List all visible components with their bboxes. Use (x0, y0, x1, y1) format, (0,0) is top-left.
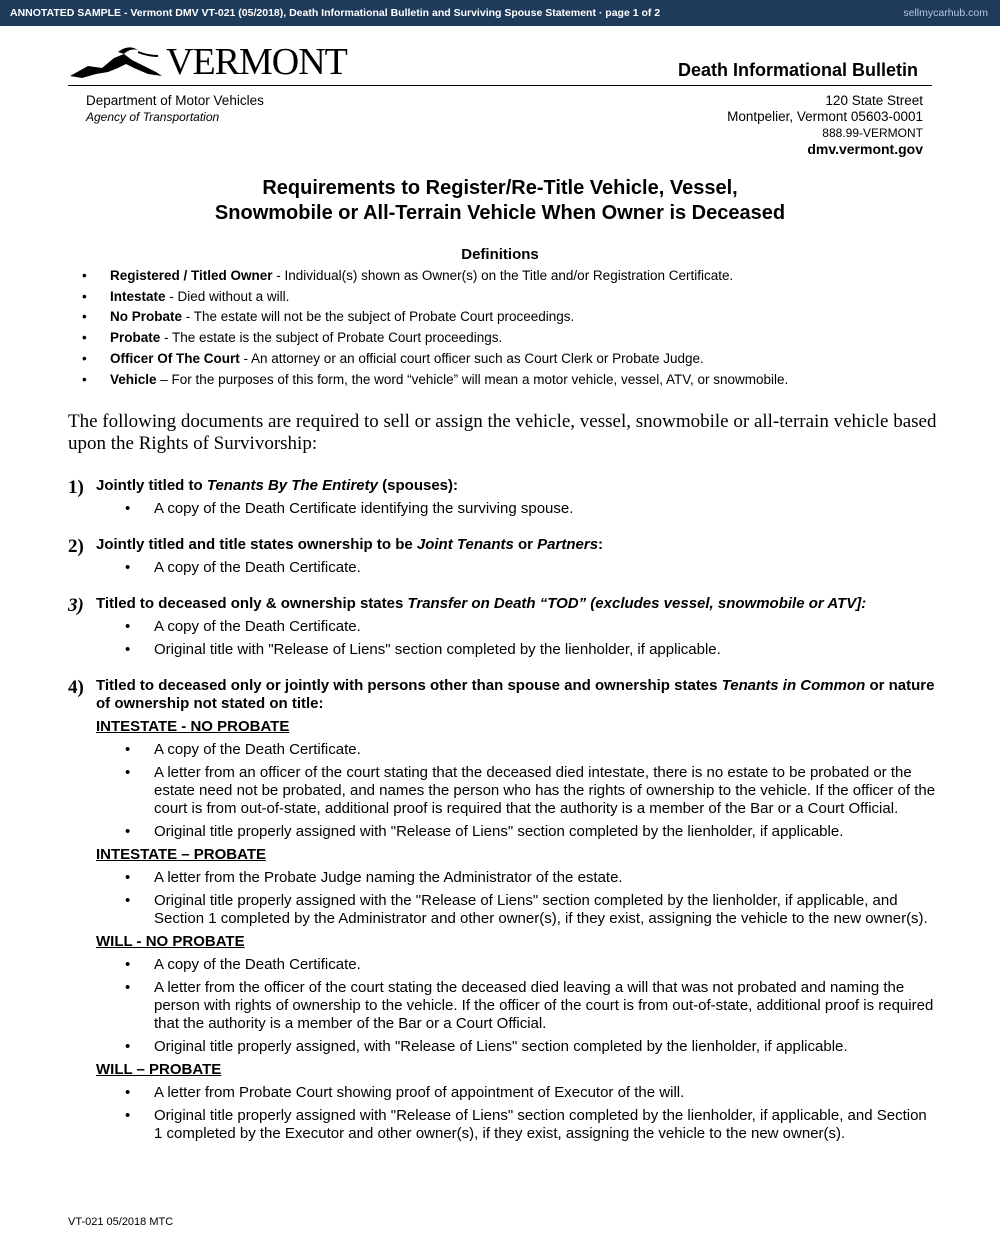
requirement-list (68, 559, 938, 577)
bullet-icon: • (125, 764, 131, 781)
bullet-icon: • (82, 371, 87, 387)
definitions-heading: Definitions (461, 246, 539, 263)
requirement-text: A copy of the Death Certificate. (154, 559, 361, 576)
page-title (100, 176, 900, 226)
bullet-icon: • (125, 892, 131, 909)
requirement-item (68, 764, 938, 818)
subsection-title: INTESTATE - NO PROBATE (96, 718, 290, 735)
section-number: 1) (68, 477, 84, 498)
bullet-icon: • (125, 559, 131, 576)
requirement-list (68, 1084, 938, 1143)
requirement-list (68, 956, 938, 1056)
definition-term: Intestate (110, 288, 166, 304)
section-heading (96, 536, 938, 554)
heading-text: Jointly titled and title states ownership to be (96, 536, 417, 553)
heading-text: or (513, 536, 538, 553)
definition-item (82, 370, 922, 391)
requirement-list (68, 618, 938, 659)
definition-term: Officer Of The Court (110, 350, 240, 366)
definition-term: Registered / Titled Owner (110, 268, 273, 283)
bullet-icon: • (82, 350, 87, 366)
section-heading (96, 477, 938, 495)
requirement-item (68, 956, 938, 974)
street-address: 120 State Street (825, 93, 923, 108)
heading-emphasis: Tenants in Common (721, 677, 866, 694)
top-banner (0, 0, 1000, 26)
bullet-icon: • (125, 618, 131, 635)
title-line-2: Snowmobile or All-Terrain Vehicle When Owner is Deceased (214, 202, 786, 224)
definition-text: - Individual(s) shown as Owner(s) on the Title and/or Registration Certificate. (272, 268, 734, 283)
requirement-list (68, 741, 938, 841)
definition-item (82, 307, 922, 328)
banner-site-link[interactable]: sellmycarhub.com (903, 7, 988, 19)
definition-text: - The estate is the subject of Probate Court proceedings. (160, 330, 503, 346)
section-1 (68, 477, 938, 518)
bullet-icon: • (82, 288, 87, 304)
bullet-icon: • (125, 979, 131, 996)
bullet-icon: • (125, 1107, 131, 1124)
requirement-list (68, 869, 938, 928)
section-number: 4) (68, 677, 84, 698)
definition-text: - Died without a will. (165, 288, 290, 304)
heading-text: or nature of ownership not stated on title: (96, 677, 935, 712)
logo-wordmark: VERMONT (166, 41, 347, 83)
section-4 (68, 677, 938, 1143)
department-block (86, 93, 264, 125)
section-number: 2) (68, 536, 84, 557)
requirement-text: A letter from Probate Court showing proof of appointment of Executor of the will. (154, 1084, 685, 1101)
website: dmv.vermont.gov (807, 141, 923, 157)
requirement-text: A letter from the Probate Judge naming the Administrator of the estate. (154, 869, 623, 886)
section-number: 3) (68, 595, 84, 616)
subsection-title: WILL - NO PROBATE (96, 933, 245, 950)
definition-item (82, 287, 922, 308)
bullet-icon: • (125, 1038, 131, 1055)
requirement-text: Original title properly assigned, with "Release of Liens" section completed by the lienholder, if applicable. (154, 1038, 848, 1055)
requirement-item (68, 892, 938, 928)
bullet-icon: • (125, 500, 131, 517)
requirement-text: A letter from an officer of the court stating that the deceased died intestate, there is no estate to be probated or the estate need not be probated, and names the person who has the rights of ownership to the vehicle. If the officer of the court is from out-of-state, additional proof is required that the authority is a member of the Bar or a Court Official. (154, 764, 936, 817)
definition-item (82, 349, 922, 370)
heading-text: (spouses): (378, 477, 459, 494)
requirement-list (68, 500, 938, 518)
requirement-text: Original title properly assigned with the "Release of Liens" section completed by the lienholder, if applicable, and Section 1 completed by the Administrator and other owner(s), if they exist, assigning the vehicle to the new owner(s). (154, 892, 928, 927)
definition-term: Probate (110, 330, 161, 346)
bullet-icon: • (125, 641, 131, 658)
requirement-text: A copy of the Death Certificate. (154, 618, 361, 635)
definitions-list (82, 266, 922, 390)
definition-text: - An attorney or an official court officer such as Court Clerk or Probate Judge. (239, 350, 704, 366)
agency-name: Agency of Transportation (86, 110, 220, 124)
requirement-item (68, 641, 938, 659)
definition-term: Vehicle (110, 371, 157, 387)
document-title: Death Informational Bulletin (677, 60, 918, 80)
heading-text: : (598, 536, 604, 553)
heading-emphasis: Partners (537, 536, 599, 553)
requirement-item (68, 618, 938, 636)
requirement-item (68, 869, 938, 887)
bullet-icon: • (125, 869, 131, 886)
requirement-text: Original title properly assigned with "Release of Liens" section completed by the lienholder, if applicable. (154, 823, 844, 840)
bullet-icon: • (125, 1084, 131, 1101)
city-address: Montpelier, Vermont 05603-0001 (727, 109, 923, 124)
definition-term: No Probate (110, 309, 183, 325)
requirement-item (68, 1038, 938, 1056)
requirement-text: A copy of the Death Certificate identifying the surviving spouse. (154, 500, 574, 517)
heading-text: Titled to deceased only or jointly with persons other than spouse and ownership states (96, 677, 722, 694)
requirement-item (68, 559, 938, 577)
requirement-text: A letter from the officer of the court stating the deceased died leaving a will that was not probated and naming the person with rights of ownership to the vehicle. If the officer of the court is from out-of-state, additional proof is required that the authority is a member of the Bar or a Court Official. (154, 979, 934, 1032)
definition-text: - The estate will not be the subject of Probate Court proceedings. (182, 309, 575, 325)
banner-title: ANNOTATED SAMPLE - Vermont DMV VT-021 (05/2018), Death Informational Bulletin and Surviving Spouse Statement · page 1 of 2 (10, 7, 661, 19)
section-2 (68, 536, 938, 577)
requirement-item (68, 1084, 938, 1102)
header-divider (68, 85, 932, 86)
bullet-icon: • (125, 956, 131, 973)
heading-text: Jointly titled to (96, 477, 207, 494)
requirement-item (68, 823, 938, 841)
bullet-icon: • (125, 741, 131, 758)
requirement-text: Original title with "Release of Liens" section completed by the lienholder, if applicable. (154, 641, 721, 658)
definition-text: – For the purposes of this form, the word “vehicle” will mean a motor vehicle, vessel, ATV, or snowmobile. (156, 371, 789, 387)
bullet-icon: • (82, 309, 87, 325)
subsection-title: WILL – PROBATE (96, 1061, 222, 1078)
form-footer: VT-021 05/2018 MTC (68, 1216, 174, 1228)
address-block (727, 93, 923, 157)
heading-emphasis: Tenants By The Entirety (206, 477, 378, 494)
bullet-icon: • (82, 330, 87, 346)
section-3 (68, 595, 938, 659)
bullet-icon: • (82, 268, 87, 283)
section-heading (96, 677, 938, 713)
requirement-text: Original title properly assigned with "Release of Liens" section completed by the lienholder, if applicable, and Section 1 completed by the Executor and other owner(s), if they exist, assigning the vehicle to the new owner(s). (154, 1107, 927, 1142)
bullet-icon: • (125, 823, 131, 840)
intro-paragraph: The following documents are required to sell or assign the vehicle, vessel, snowmobile or all-terrain vehicle based upon the Rights of Survivorship: (68, 411, 937, 454)
requirement-item (68, 1107, 938, 1143)
mountain-logo-icon (68, 46, 168, 80)
heading-emphasis: Transfer on Death “TOD” (excludes vessel, snowmobile or ATV]: (407, 595, 867, 612)
requirement-text: A copy of the Death Certificate. (154, 956, 361, 973)
title-line-1: Requirements to Register/Re-Title Vehicle, Vessel, (262, 177, 738, 199)
phone-number: 888.99-VERMONT (822, 126, 923, 140)
section-heading (96, 595, 938, 613)
definition-item (82, 266, 922, 287)
department-name: Department of Motor Vehicles (86, 93, 264, 108)
subsection-title: INTESTATE – PROBATE (96, 846, 267, 863)
requirement-text: A copy of the Death Certificate. (154, 741, 361, 758)
vermont-logo (68, 41, 347, 83)
definition-item (82, 328, 922, 349)
requirement-item (68, 741, 938, 759)
requirement-item (68, 979, 938, 1033)
heading-emphasis: Joint Tenants (416, 536, 514, 553)
requirement-item (68, 500, 938, 518)
heading-text: Titled to deceased only & ownership states (96, 595, 408, 612)
